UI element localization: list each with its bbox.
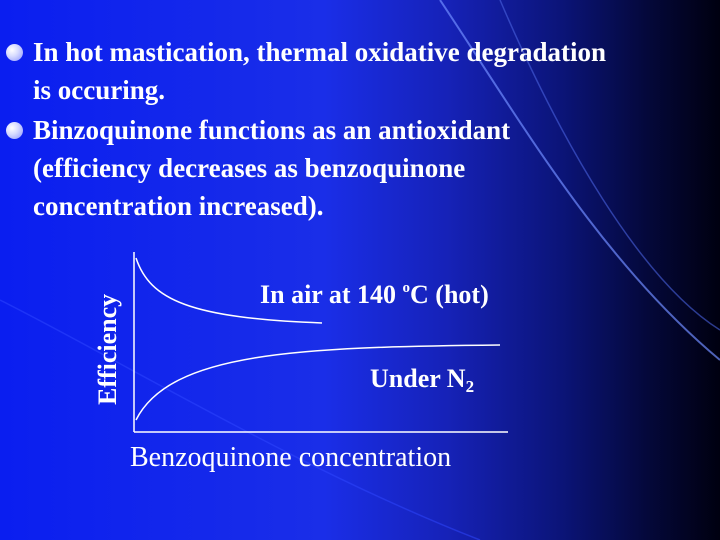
air-label-suffix: C (hot) [410,280,489,309]
air-label-sup: o [402,280,411,296]
bullet-1-line-2: is occuring. [33,75,165,105]
n2-label-prefix: Under N [370,364,466,393]
n2-label-sub: 2 [465,377,475,396]
bullet-1-line-1: In hot mastication, thermal oxidative degradation [33,37,606,67]
bullet-2-line-2: (efficiency decreases as benzoquinone [33,153,466,183]
bullet-2-line-3: concentration increased). [33,191,324,221]
air-curve-label [260,280,489,310]
bullet-2-line-1: Binzoquinone functions as an antioxidant [33,115,511,145]
y-axis-label: Efficiency [93,293,122,405]
x-axis-label: Benzoquinone concentration [130,442,452,473]
air-label-prefix: In air at 140 [260,280,403,309]
n2-curve-label [370,364,474,397]
